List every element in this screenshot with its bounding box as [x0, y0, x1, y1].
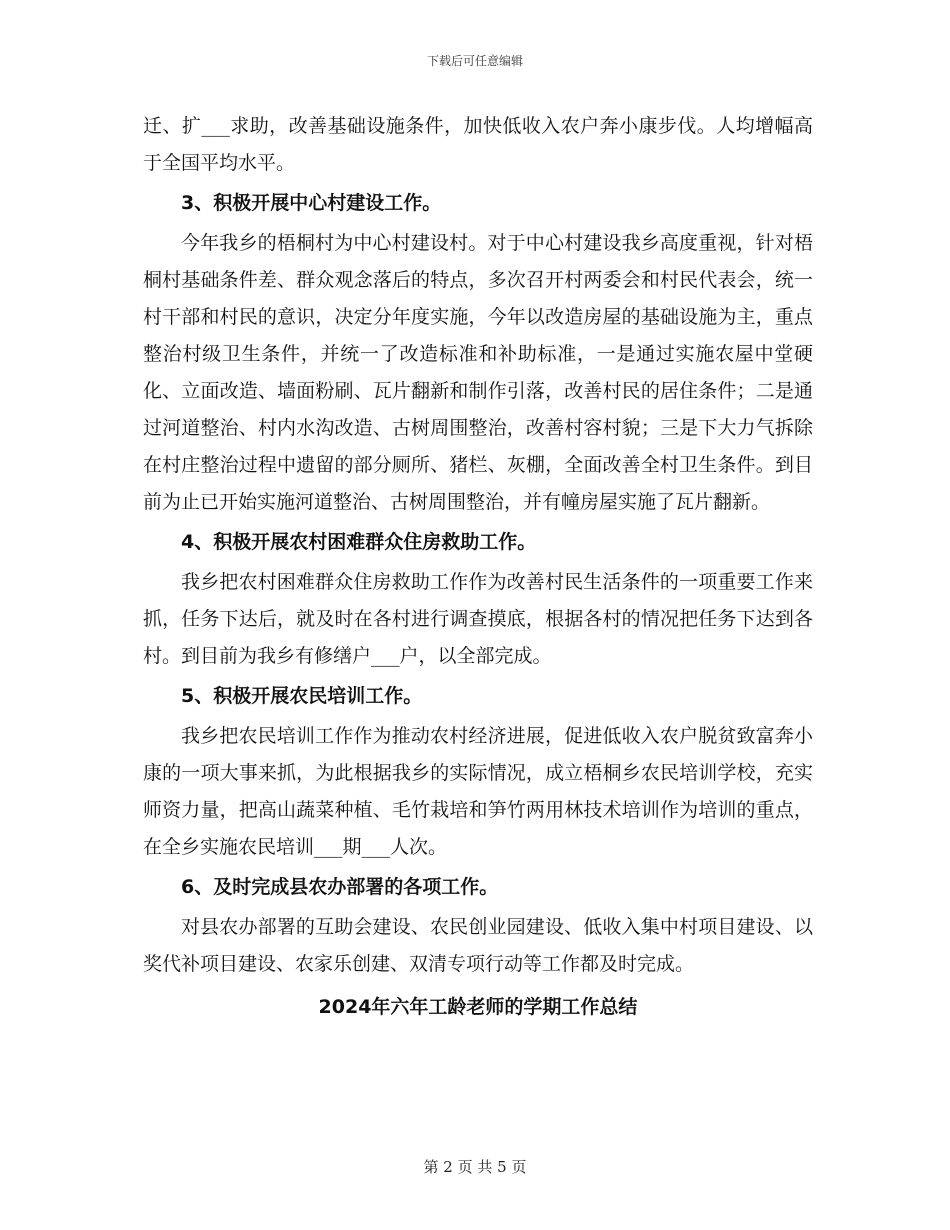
paragraph-continuation: 迁、扩___求助，改善基础设施条件，加快低收入农户奔小康步伐。人均增幅高于全国平均水平。 — [143, 115, 813, 174]
document-body — [143, 108, 813, 1026]
page-header-note: 下载后可任意编辑 — [426, 54, 523, 68]
section-heading-4: 4、积极开展农村困难群众住房救助工作。 — [181, 531, 537, 553]
paragraph-section-6: 对县农办部署的互助会建设、农民创业园建设、低收入集中村项目建设、以奖代补项目建设、农家乐创建、双清专项行动等工作都及时完成。 — [143, 916, 813, 975]
section-heading-3: 3、积极开展中心村建设工作。 — [181, 192, 442, 214]
section-heading-6: 6、及时完成县农办部署的各项工作。 — [181, 876, 499, 898]
document-title: 2024年六年工龄老师的学期工作总结 — [318, 996, 638, 1018]
page-number: 第 2 页 共 5 页 — [423, 1158, 527, 1176]
paragraph-section-4: 我乡把农村困难群众住房救助工作作为改善村民生活条件的一项重要工作来抓，任务下达后，就及时在各村进行调查摸底，根据各村的情况把任务下达到各村。到目前为我乡有修缮户___户，以全部完成。 — [143, 571, 813, 667]
paragraph-section-3: 今年我乡的梧桐村为中心村建设村。对于中心村建设我乡高度重视，针对梧桐村基础条件差、群众观念落后的特点，多次召开村两委会和村民代表会，统一村干部和村民的意识，决定分年度实施，今年以改造房屋的基础设施为主，重点整治村级卫生条件，并统一了改造标准和补助标准，一是通过实施农屋中堂硬化、立面改造、墙面粉刷、瓦片翻新和制作引落，改善村民的居住条件；二是通过河道整治、村内水沟改造、古树周围整治，改善村容村貌；三是下大力气拆除在村庄整治过程中遗留的部分厕所、猪栏、灰棚，全面改善全村卫生条件。到目前为止已开始实施河道整治、古树周围整治，并有幢房屋实施了瓦片翻新。 — [143, 232, 813, 513]
section-heading-5: 5、积极开展农民培训工作。 — [181, 685, 423, 707]
paragraph-section-5: 我乡把农民培训工作作为推动农村经济进展，促进低收入农户脱贫致富奔小康的一项大事来抓，为此根据我乡的实际情况，成立梧桐乡农民培训学校，充实师资力量，把高山蔬菜种植、毛竹栽培和笋竹两用林技术培训作为培训的重点，在全乡实施农民培训___期___人次。 — [143, 725, 813, 858]
